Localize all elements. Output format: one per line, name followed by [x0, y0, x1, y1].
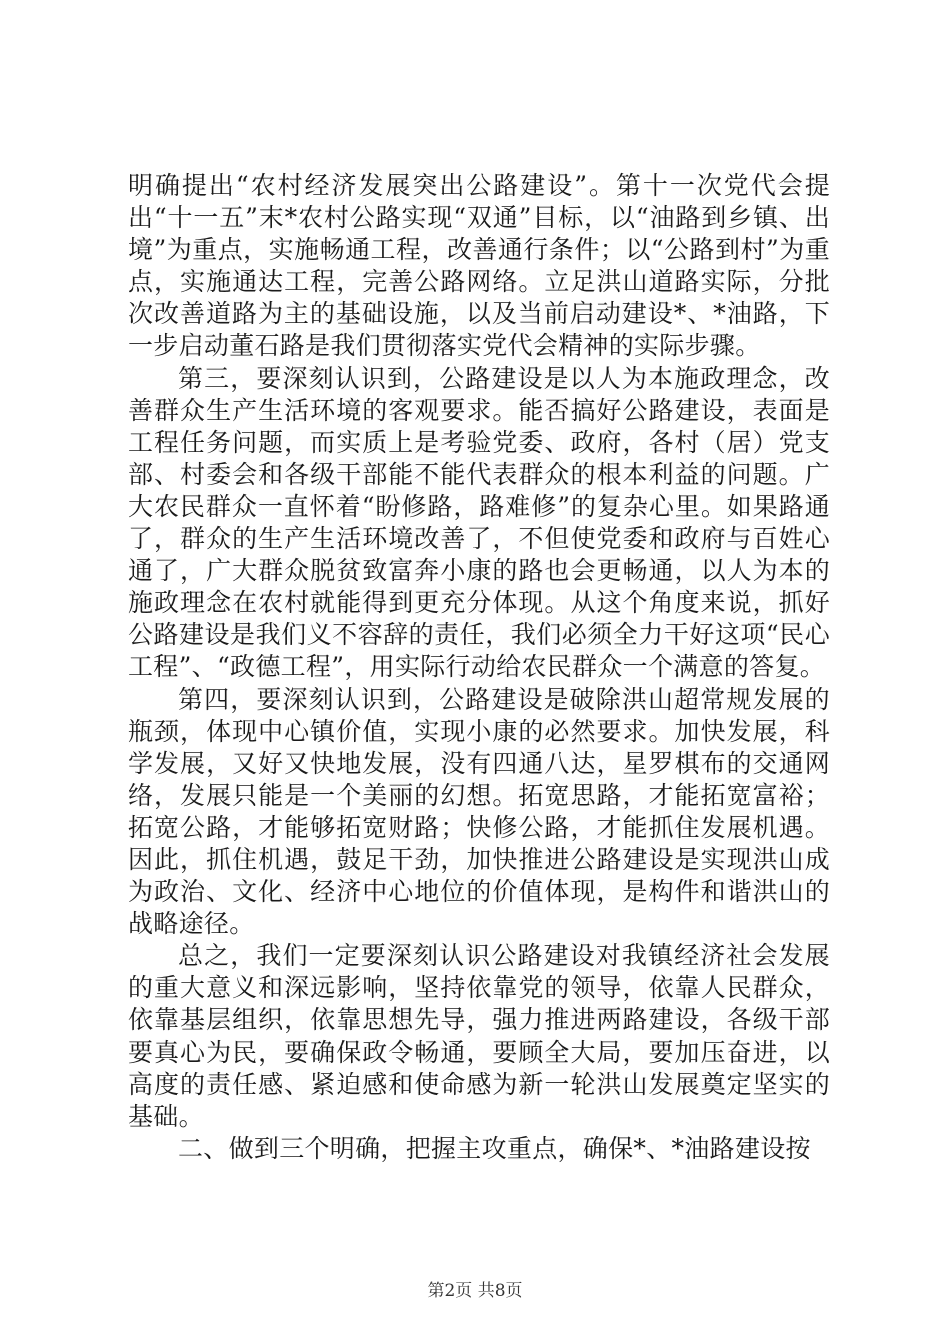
paragraph-3: 第四，要深刻认识到，公路建设是破除洪山超常规发展的瓶颈，体现中心镇价值，实现小康的必然要求。加快发展，科学发展，又好又快地发展，没有四通八达，星罗棋布的交通网络，发展只能是一个美丽的幻想。拓宽思路，才能拓宽富裕；拓宽公路，才能够拓宽财路；快修公路，才能抓住发展机遇。因此，抓住机遇，鼓足干劲，加快推进公路建设是实现洪山成为政治、文化、经济中心地位的价值体现，是构件和谐洪山的战略途径。 [128, 684, 830, 939]
paragraph-2: 第三，要深刻认识到，公路建设是以人为本施政理念，改善群众生产生活环境的客观要求。能否搞好公路建设，表面是工程任务问题，而实质上是考验党委、政府，各村（居）党支部、村委会和各级干部能不能代表群众的根本利益的问题。广大农民群众一直怀着“盼修路，路难修”的复杂心里。如果路通了，群众的生产生活环境改善了，不但使党委和政府与百姓心通了，广大群众脱贫致富奔小康的路也会更畅通，以人为本的施政理念在农村就能得到更充分体现。从这个角度来说，抓好公路建设是我们义不容辞的责任，我们必须全力干好这项“民心工程”、“政德工程”，用实际行动给农民群众一个满意的答复。 [128, 363, 830, 682]
paragraph-1: 明确提出“农村经济发展突出公路建设”。第十一次党代会提出“十一五”末*农村公路实现“双通”目标，以“油路到乡镇、出境”为重点，实施畅通工程，改善通行条件；以“公路到村”为重点，实施通达工程，完善公路网络。立足洪山道路实际，分批次改善道路为主的基础设施，以及当前启动建设*、*油路，下一步启动董石路是我们贯彻落实党代会精神的实际步骤。 [128, 171, 830, 361]
page-number-footer: 第2页 共8页 [427, 1281, 523, 1301]
paragraph-4: 总之，我们一定要深刻认识公路建设对我镇经济社会发展的重大意义和深远影响，坚持依靠党的领导，依靠人民群众，依靠基层组织，依靠思想先导，强力推进两路建设，各级干部要真心为民，要确保政令畅通，要顾全大局，要加压奋进，以高度的责任感、紧迫感和使命感为新一轮洪山发展奠定坚实的基础。 [128, 941, 830, 1131]
document-body [128, 170, 830, 1165]
paragraph-5: 二、做到三个明确，把握主攻重点，确保*、*油路建设按 [178, 1133, 811, 1163]
